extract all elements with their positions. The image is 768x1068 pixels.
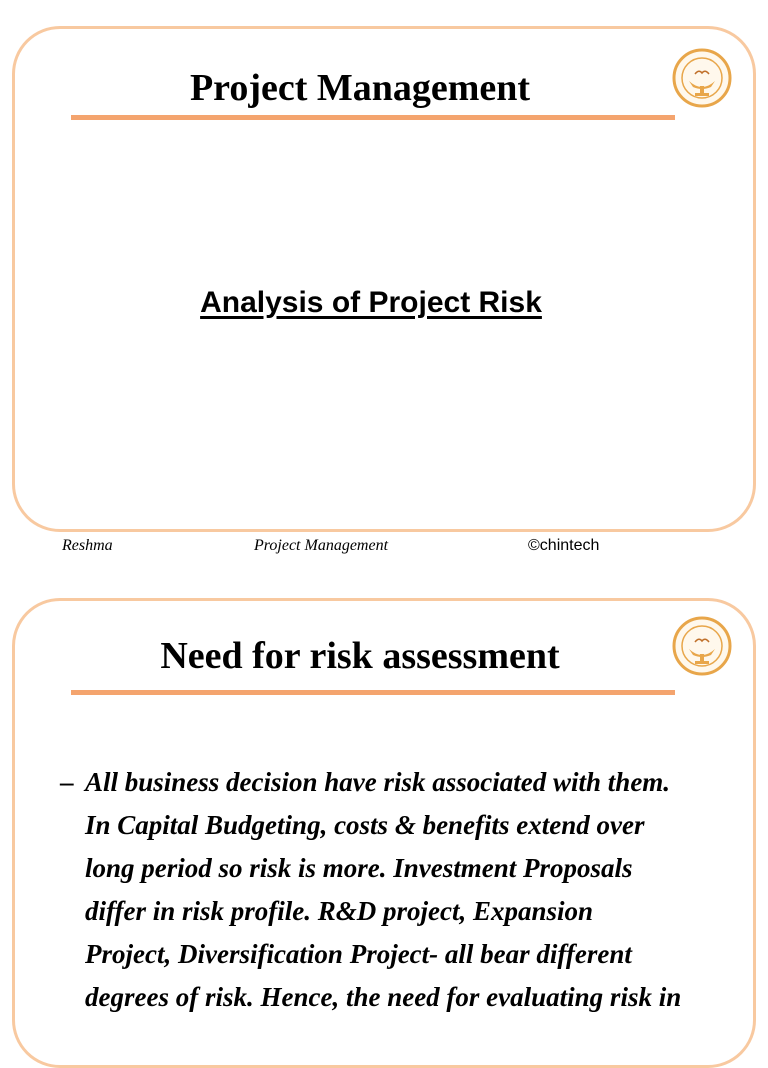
institute-seal-icon (671, 615, 733, 677)
slide-title: Project Management (189, 67, 531, 109)
slide-subtitle: Analysis of Project Risk (200, 286, 542, 319)
slide-2 (12, 598, 756, 1068)
bullet-line: long period so risk is more. Investment Proposals (85, 853, 633, 883)
footer-course: Project Management (254, 537, 389, 554)
title-rule (71, 115, 675, 120)
title-rule (71, 690, 675, 695)
bullet-dash: – (60, 767, 74, 797)
bullet-line: degrees of risk. Hence, the need for evaluating risk in (85, 982, 682, 1012)
footer-author: Reshma (62, 537, 113, 554)
slide-title: Need for risk assessment (160, 635, 560, 677)
bullet-line: differ in risk profile. R&D project, Expansion (85, 896, 594, 926)
bullet-line: In Capital Budgeting, costs & benefits extend over (85, 810, 645, 840)
slide-1 (12, 26, 756, 532)
footer-copyright: ©chintech (528, 537, 600, 554)
bullet-line: Project, Diversification Project- all bear different (85, 939, 632, 969)
bullet-line: All business decision have risk associated with them. (85, 767, 671, 797)
bullet-item (60, 761, 760, 1019)
institute-seal-icon (671, 47, 733, 109)
